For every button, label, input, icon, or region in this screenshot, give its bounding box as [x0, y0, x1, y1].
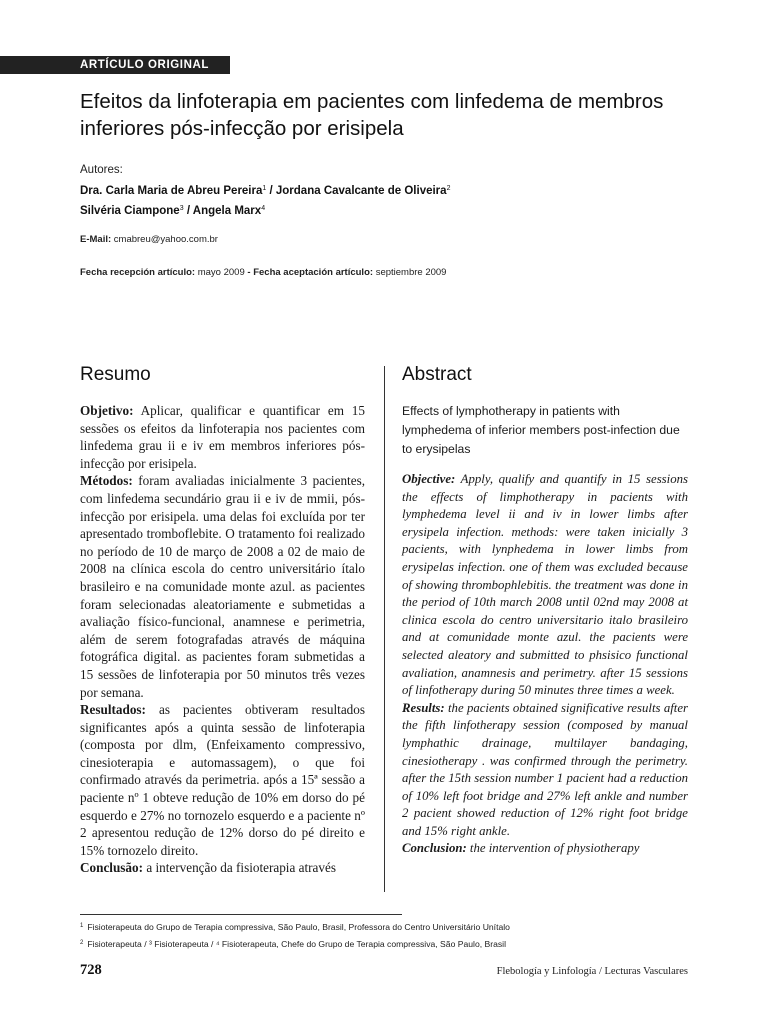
abstract-conclusion [402, 840, 688, 858]
results-text: the pacients obtained significative results after the fifth linfotherapy session (composed by manual lymphathic drainage, multilayer bandaging, cinesiotherapy . was confirmed through the perimetry. after the 15th session number 1 pacient had a reduction of 10% left foot bridge and 27% left ankle and number 2 pacient showed reduction of 12% right foot bridge and 15% right ankle. [402, 700, 689, 838]
author-separator: / [266, 185, 276, 197]
email-address: cmabreu@yahoo.com.br [113, 234, 218, 245]
page-number: 728 [80, 962, 102, 978]
dates-separator: - [244, 267, 254, 278]
accepted-date: septiembre 2009 [375, 267, 447, 278]
conclusao-label: Conclusão: [80, 860, 144, 876]
conclusion-text: the intervention of physiotherapy [469, 841, 640, 856]
abstract-objective [402, 471, 688, 700]
metodos-label: Métodos: [80, 473, 133, 489]
author-affiliation: 3 [179, 205, 184, 212]
footnote-marker: 2 [80, 939, 84, 946]
section-tag: ARTÍCULO ORIGINAL [80, 59, 210, 71]
author-name: Silvéria Ciampone [80, 205, 180, 217]
objective-text: Apply, qualify and quantify in 15 sessions the effects of limphotherapy in pacients with lymphedema level ii and iv in lower limbs after erysipela infection. methods: were taken inicially 3 pacients, with lynphedema in lower limbs from erysipelas infection. one of them was excluded because of showing thrombophlebitis. the treatment was done in the period of 10th march 2008 until 02nd may 2008 at clinica escola do centro universitario italo brasileiro and at comunidade monte azul. the pacients were selected aleatory and submitted to phsisico functional avaliation, anamnesis and perimetry. after 15 sessions of linfotherapy during 50 minutes three times a week. [402, 472, 688, 698]
received-label: Fecha recepción artículo: [80, 267, 196, 278]
column-divider [384, 366, 385, 892]
authors-list [80, 180, 700, 220]
objetivo-label: Objetivo: [80, 403, 134, 418]
conclusao-text: a intervenção da fisioterapia através [146, 860, 336, 876]
email-label: E-Mail: [80, 234, 112, 245]
objective-label: Objective: [402, 472, 456, 486]
metodos-text: foram avaliadas inicialmente 3 pacientes, com linfedema secundário grau ii e iv de mmii, pós-infecção por erisipela. uma delas foi excluída por ter apresentado tromboflebite. O tratamento foi realizado no período de 10 de março de 2008 a 02 de maio de 2008 na clínica escola do centro universitário ítalo brasileiro e na comunidade monte azul. as pacientes foram selecionadas aleatoriamente e submetidas a avaliação físico-funcional, anamnese e perimetria, além de serem fotografadas através de máquina fotográfica digital. as pacientes foram submetidas a 15 sessões de linfoterapia por 50 minutos três vezes por semana. [80, 473, 365, 700]
abstract-heading: Abstract [402, 364, 472, 385]
resumo-resultados [80, 701, 365, 859]
journal-name: Flebología y Linfología / Lecturas Vasculares [496, 966, 688, 977]
resumo-conclusao [80, 859, 365, 877]
footnote [80, 936, 700, 953]
author-name: Dra. Carla Maria de Abreu Pereira [80, 185, 263, 197]
dates-line [80, 267, 700, 278]
resumo-body [80, 402, 365, 877]
abstract-body [402, 402, 688, 858]
author-name: Jordana Cavalcante de Oliveira [275, 185, 447, 197]
abstract-results [402, 700, 688, 841]
author-affiliation: 2 [446, 185, 451, 192]
authors-label: Autores: [80, 164, 123, 176]
author-name: Angela Marx [192, 205, 262, 217]
abstract-title: Effects of lymphotherapy in patients with lymphedema of inferior members post-infection due to erysipelas [402, 404, 680, 456]
footnote [80, 919, 700, 936]
resultados-text: as pacientes obtiveram resultados significantes após a quinta sessão de linfoterapia (composta por dlm, (Enfeixamento compressivo, cinesioterapia e automassagem), o que foi confirmado através da perimetria. após a 15ª sessão a paciente nº 1 obteve redução de 10% em dorso do pé esquerdo e 27% no tornozelo esquerdo e a paciente nº 2 apresentou redução de 12% dorso do pé direito e 15% tornozelo direito. [80, 702, 365, 858]
received-date: mayo 2009 [197, 267, 245, 278]
author-separator: / [183, 205, 193, 217]
footnote-text: Fisioterapeuta / ³ Fisioterapeuta / ⁴ Fisioterapeuta, Chefe do Grupo de Terapia compressiva, São Paulo, Brasil [87, 938, 506, 949]
footnote-marker: 1 [80, 923, 84, 929]
footnotes [80, 919, 700, 952]
article-title: Efeitos da linfoterapia em pacientes com linfedema de membros inferiores pós-infecção por erisipela [80, 90, 664, 140]
conclusion-label: Conclusion: [402, 841, 467, 856]
resumo-metodos [80, 472, 365, 701]
footnote-rule [80, 914, 402, 915]
resumo-heading: Resumo [80, 364, 151, 385]
resumo-objetivo [80, 402, 365, 472]
accepted-label: Fecha aceptación artículo: [253, 267, 374, 278]
author-affiliation: 1 [262, 185, 267, 192]
footnote-text: Fisioterapeuta do Grupo de Terapia compressiva, São Paulo, Brasil, Professora do Centro Universitário Unítalo [87, 922, 510, 932]
authors-line-1 [80, 180, 700, 200]
authors-line-2 [80, 200, 700, 220]
resultados-label: Resultados: [80, 702, 146, 718]
author-affiliation: 4 [261, 205, 266, 212]
results-label: Results: [402, 700, 445, 715]
objetivo-text: Aplicar, qualificar e quantificar em 15 sessões os efeitos da linfoterapia nos pacientes com linfedema grau ii e iv em membros inferiores pós-infecção por erisipela. [80, 403, 365, 471]
email-line [80, 234, 218, 245]
